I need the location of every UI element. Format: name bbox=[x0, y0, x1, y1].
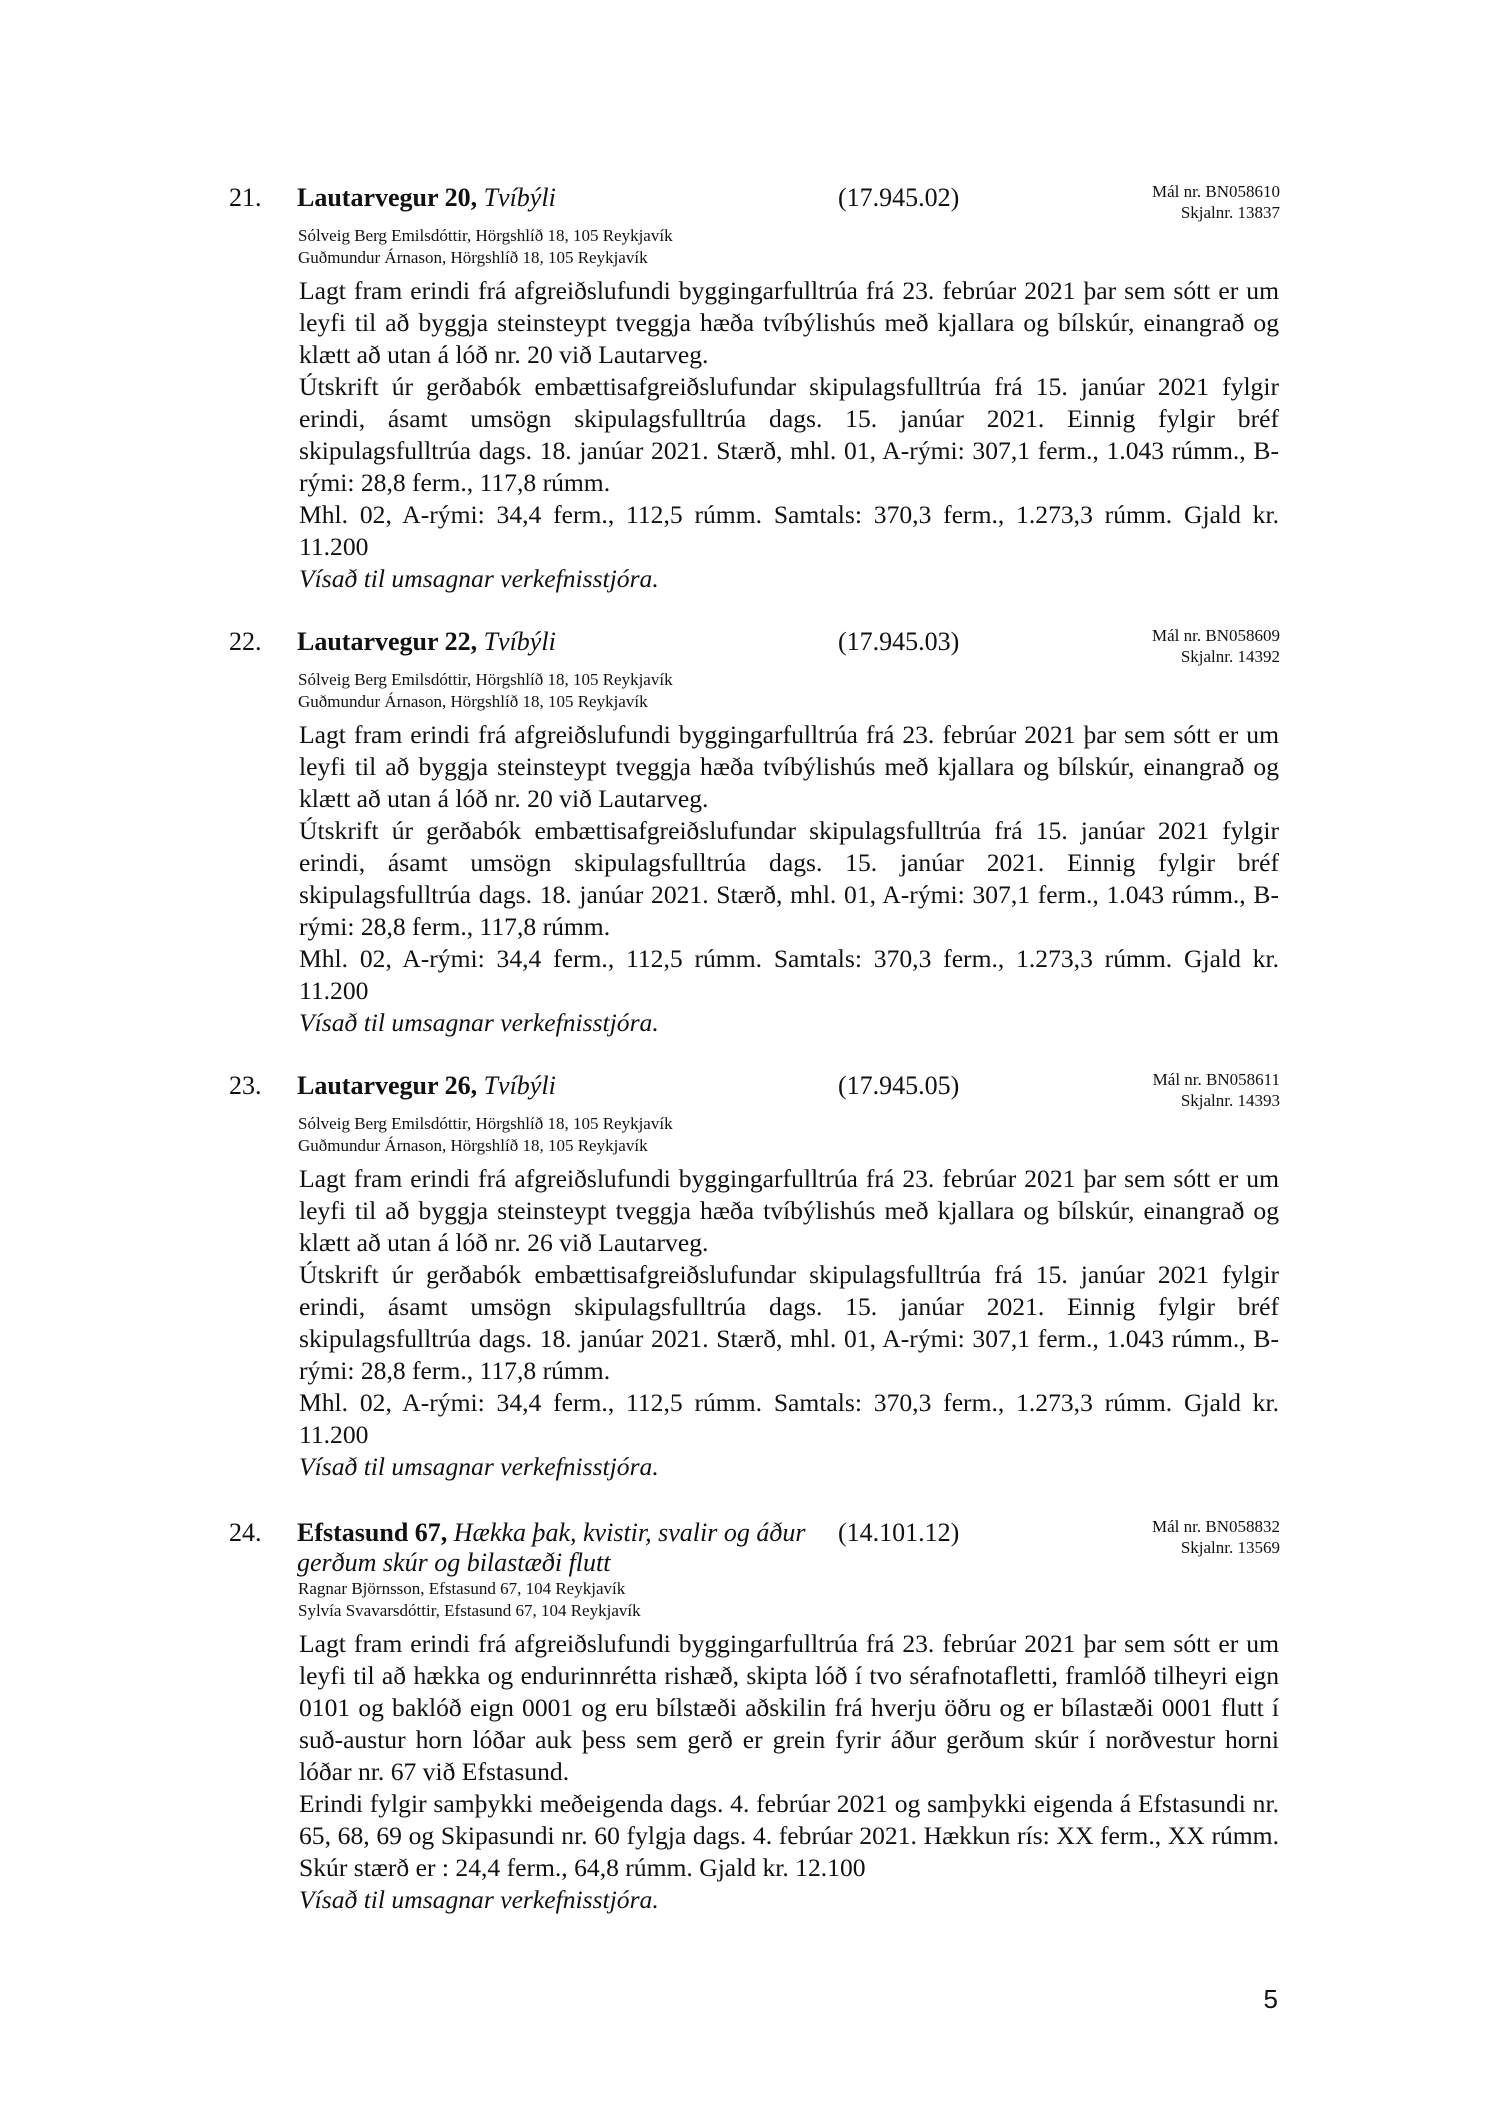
item-kind: Tvíbýli bbox=[483, 1071, 556, 1100]
item-paragraph: Lagt fram erindi frá afgreiðslufundi byggingarfulltrúa frá 23. febrúar 2021 þar sem sótt er um leyfi til að byggja steinsteypt tveggja hæða tvíbýlishús með kjallara og bílskúr, einangrað og klætt að utan á lóð nr. 20 við Lautarveg. bbox=[299, 276, 1279, 369]
item-paragraph: Erindi fylgir samþykki meðeigenda dags. 4. febrúar 2021 og samþykki eigenda á Efstasundi nr. 65, 68, 69 og Skipasundi nr. 60 fylgja dags. 4. febrúar 2021. Hækkun rís: XX ferm., XX rúmm. Skúr stærð er : 24,4 ferm., 64,8 rúmm. Gjald kr. 12.100 bbox=[299, 1789, 1279, 1882]
item-street: Efstasund 67, bbox=[297, 1518, 448, 1547]
item-conclusion: Vísað til umsagnar verkefnisstjóra. bbox=[299, 1452, 659, 1481]
item-conclusion: Vísað til umsagnar verkefnisstjóra. bbox=[299, 1008, 659, 1037]
item-land-ref: (14.101.12) bbox=[838, 1518, 960, 1547]
item-paragraph: Útskrift úr gerðabók embættisafgreiðslufundar skipulagsfulltrúa frá 15. janúar 2021 fylgir erindi, ásamt umsögn skipulagsfulltrúa dags. 15. janúar 2021. Einnig fylgir bréf skipulagsfulltrúa dags. 18. janúar 2021. Stærð, mhl. 01, A-rými: 307,1 ferm., 1.043 rúmm., B-rými: 28,8 ferm., 117,8 rúmm. bbox=[299, 816, 1279, 941]
case-info bbox=[1152, 181, 1280, 223]
applicant: Guðmundur Árnason, Hörgshlíð 18, 105 Reykjavík bbox=[298, 692, 648, 711]
item-paragraph: Lagt fram erindi frá afgreiðslufundi byggingarfulltrúa frá 23. febrúar 2021 þar sem sótt er um leyfi til að byggja steinsteypt tveggja hæða tvíbýlishús með kjallara og bílskúr, einangrað og klætt að utan á lóð nr. 26 við Lautarveg. bbox=[299, 1164, 1279, 1257]
item-title bbox=[297, 1071, 797, 1101]
item-body bbox=[299, 1163, 1279, 1483]
item-paragraph: Lagt fram erindi frá afgreiðslufundi byggingarfulltrúa frá 23. febrúar 2021 þar sem sótt er um leyfi til að byggja steinsteypt tveggja hæða tvíbýlishús með kjallara og bílskúr, einangrað og klætt að utan á lóð nr. 20 við Lautarveg. bbox=[299, 720, 1279, 813]
item-paragraph: Mhl. 02, A-rými: 34,4 ferm., 112,5 rúmm. Samtals: 370,3 ferm., 1.273,3 rúmm. Gjald kr. 11.200 bbox=[299, 1388, 1279, 1449]
item-title bbox=[297, 183, 797, 213]
applicant: Ragnar Björnsson, Efstasund 67, 104 Reykjavík bbox=[298, 1579, 626, 1598]
document-number: Skjalnr. 14393 bbox=[1180, 1091, 1280, 1110]
item-number: 21. bbox=[229, 183, 262, 212]
item-title bbox=[297, 1518, 837, 1578]
item-conclusion: Vísað til umsagnar verkefnisstjóra. bbox=[299, 564, 659, 593]
item-kind: Tvíbýli bbox=[483, 627, 556, 656]
item-paragraph: Mhl. 02, A-rými: 34,4 ferm., 112,5 rúmm. Samtals: 370,3 ferm., 1.273,3 rúmm. Gjald kr. 11.200 bbox=[299, 944, 1279, 1005]
document-number: Skjalnr. 13837 bbox=[1180, 203, 1280, 222]
item-paragraph: Lagt fram erindi frá afgreiðslufundi byggingarfulltrúa frá 23. febrúar 2021 þar sem sótt er um leyfi til að hækka og endurinnrétta rishæð, skipta lóð í tvo sérafnotafletti, framlóð tilheyri eign 0101 og baklóð eign 0001 og eru bílstæði aðskilin frá hverju öðru og er bílastæði 0001 flutt í suð-austur horn lóðar auk þess sem gerð er grein fyrir áður gerðum skúr í norðvestur horni lóðar nr. 67 við Efstasund. bbox=[299, 1629, 1279, 1786]
case-number: Mál nr. BN058832 bbox=[1152, 1517, 1280, 1536]
case-number: Mál nr. BN058610 bbox=[1152, 182, 1280, 201]
item-number: 24. bbox=[229, 1518, 262, 1547]
applicants bbox=[298, 225, 673, 269]
applicant: Sólveig Berg Emilsdóttir, Hörgshlíð 18, 105 Reykjavík bbox=[298, 1114, 673, 1133]
case-info bbox=[1153, 1069, 1280, 1111]
applicants bbox=[298, 669, 673, 713]
case-info bbox=[1152, 1516, 1280, 1558]
item-body bbox=[299, 719, 1279, 1039]
document-number: Skjalnr. 14392 bbox=[1180, 647, 1280, 666]
item-land-ref: (17.945.05) bbox=[838, 1071, 960, 1100]
case-number: Mál nr. BN058609 bbox=[1152, 626, 1280, 645]
item-number: 22. bbox=[229, 627, 262, 656]
applicant: Guðmundur Árnason, Hörgshlíð 18, 105 Reykjavík bbox=[298, 248, 648, 267]
applicant: Sylvía Svavarsdóttir, Efstasund 67, 104 Reykjavík bbox=[298, 1601, 641, 1620]
document-number: Skjalnr. 13569 bbox=[1180, 1538, 1280, 1557]
applicants bbox=[298, 1578, 641, 1622]
applicant: Sólveig Berg Emilsdóttir, Hörgshlíð 18, 105 Reykjavík bbox=[298, 226, 673, 245]
item-body bbox=[299, 1628, 1279, 1916]
item-street: Lautarvegur 20, bbox=[297, 183, 478, 212]
item-title bbox=[297, 627, 797, 657]
item-kind: Hækka þak, kvistir, svalir og áður gerðum skúr og bilastæði flutt bbox=[297, 1518, 806, 1577]
applicant: Sólveig Berg Emilsdóttir, Hörgshlíð 18, 105 Reykjavík bbox=[298, 670, 673, 689]
item-land-ref: (17.945.03) bbox=[838, 627, 960, 656]
page-number: 5 bbox=[1263, 1984, 1278, 2014]
item-body bbox=[299, 275, 1279, 595]
applicants bbox=[298, 1113, 673, 1157]
item-street: Lautarvegur 22, bbox=[297, 627, 478, 656]
item-conclusion: Vísað til umsagnar verkefnisstjóra. bbox=[299, 1885, 659, 1914]
applicant: Guðmundur Árnason, Hörgshlíð 18, 105 Reykjavík bbox=[298, 1136, 648, 1155]
item-kind: Tvíbýli bbox=[483, 183, 556, 212]
item-paragraph: Útskrift úr gerðabók embættisafgreiðslufundar skipulagsfulltrúa frá 15. janúar 2021 fylgir erindi, ásamt umsögn skipulagsfulltrúa dags. 15. janúar 2021. Einnig fylgir bréf skipulagsfulltrúa dags. 18. janúar 2021. Stærð, mhl. 01, A-rými: 307,1 ferm., 1.043 rúmm., B-rými: 28,8 ferm., 117,8 rúmm. bbox=[299, 372, 1279, 497]
item-paragraph: Útskrift úr gerðabók embættisafgreiðslufundar skipulagsfulltrúa frá 15. janúar 2021 fylgir erindi, ásamt umsögn skipulagsfulltrúa dags. 15. janúar 2021. Einnig fylgir bréf skipulagsfulltrúa dags. 18. janúar 2021. Stærð, mhl. 01, A-rými: 307,1 ferm., 1.043 rúmm., B-rými: 28,8 ferm., 117,8 rúmm. bbox=[299, 1260, 1279, 1385]
case-info bbox=[1152, 625, 1280, 667]
item-land-ref: (17.945.02) bbox=[838, 183, 960, 212]
item-paragraph: Mhl. 02, A-rými: 34,4 ferm., 112,5 rúmm. Samtals: 370,3 ferm., 1.273,3 rúmm. Gjald kr. 11.200 bbox=[299, 500, 1279, 561]
item-number: 23. bbox=[229, 1071, 262, 1100]
case-number: Mál nr. BN058611 bbox=[1152, 1070, 1280, 1089]
item-street: Lautarvegur 26, bbox=[297, 1071, 478, 1100]
